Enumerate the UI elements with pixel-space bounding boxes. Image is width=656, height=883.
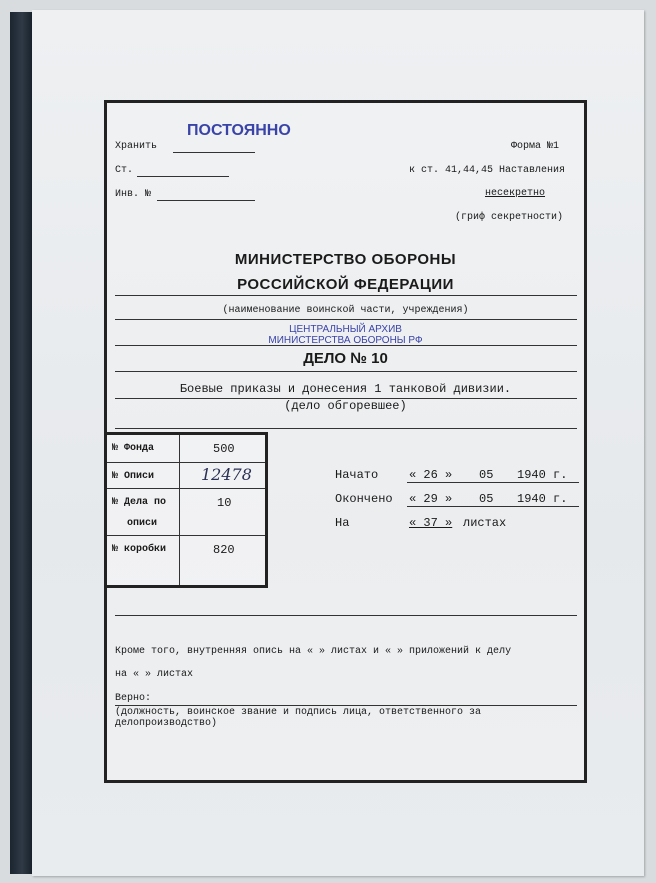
st-reference: к ст. 41,44,45 Наставления bbox=[409, 165, 566, 176]
footer-top-line bbox=[115, 615, 577, 616]
inventory-line-1: Кроме того, внутренняя опись на « » листах и « » приложений к делу bbox=[115, 646, 512, 657]
unit-line bbox=[115, 319, 577, 320]
ministry-line-1: МИНИСТЕРСТВО ОБОРОНЫ bbox=[234, 251, 457, 268]
title-line bbox=[115, 371, 577, 372]
st-underline bbox=[137, 176, 229, 177]
fund-table bbox=[104, 432, 268, 588]
inventory-line-2: на « » листах bbox=[115, 669, 194, 680]
started-day: « 26 » bbox=[409, 468, 453, 482]
ended-label: Окончено bbox=[335, 492, 393, 506]
signature-caption-1: (должность, воинское звание и подпись лица, ответственного за bbox=[115, 707, 482, 718]
signature-caption-2: делопроизводство) bbox=[115, 718, 218, 729]
ended-month: 05 bbox=[479, 492, 494, 506]
box-label: № коробки bbox=[112, 544, 167, 555]
fund-value: 500 bbox=[213, 442, 235, 456]
case-description-2: (дело обгоревшее) bbox=[284, 399, 407, 413]
table-row bbox=[107, 435, 265, 463]
st-label: Ст. bbox=[115, 165, 134, 176]
sheets-suffix: листах bbox=[463, 516, 507, 530]
archive-stamp-line-2: МИНИСТЕРСТВА ОБОРОНЫ РФ bbox=[268, 335, 423, 346]
form-number: Форма №1 bbox=[511, 141, 560, 152]
case-label-1: № Дела по bbox=[112, 497, 167, 508]
binder-spine bbox=[10, 12, 33, 874]
started-year: 1940 г. bbox=[517, 468, 568, 482]
inventory-label: № Описи bbox=[112, 471, 155, 482]
ministry-line-2: РОССИЙСКОЙ ФЕДЕРАЦИИ bbox=[237, 276, 454, 293]
secrecy-value: несекретно bbox=[485, 188, 546, 199]
case-label-2: описи bbox=[127, 518, 158, 529]
description-line-2 bbox=[115, 428, 577, 429]
ended-day: « 29 » bbox=[409, 492, 453, 506]
archive-stamp-line-1: ЦЕНТРАЛЬНЫЙ АРХИВ bbox=[289, 324, 402, 335]
keep-label: Хранить bbox=[115, 141, 158, 152]
started-month: 05 bbox=[479, 468, 494, 482]
secrecy-caption: (гриф секретности) bbox=[455, 212, 564, 223]
ministry-caption: (наименование воинской части, учреждения) bbox=[222, 305, 469, 316]
box-value: 820 bbox=[213, 543, 235, 557]
ended-year: 1940 г. bbox=[517, 492, 568, 506]
inv-label: Инв. № bbox=[115, 189, 152, 200]
case-description-1: Боевые приказы и донесения 1 танковой дивизии. bbox=[179, 382, 512, 396]
verified-line bbox=[115, 705, 577, 706]
table-row bbox=[107, 536, 265, 562]
verified-label: Верно: bbox=[115, 693, 152, 704]
keep-underline bbox=[173, 152, 255, 153]
case-title: ДЕЛО № 10 bbox=[303, 350, 388, 367]
table-row bbox=[107, 463, 265, 489]
started-underline bbox=[407, 482, 579, 483]
case-value: 10 bbox=[217, 496, 232, 510]
sheets-prefix: На bbox=[335, 516, 350, 530]
started-label: Начато bbox=[335, 468, 379, 482]
table-row bbox=[107, 489, 265, 536]
sheets-count: « 37 » bbox=[409, 516, 453, 530]
inv-underline bbox=[157, 200, 255, 201]
ministry-underline bbox=[115, 295, 577, 296]
fund-label: № Фонда bbox=[112, 443, 155, 454]
permanent-stamp: ПОСТОЯННО bbox=[187, 122, 291, 139]
archive-line bbox=[115, 345, 577, 346]
ended-underline bbox=[407, 506, 579, 507]
inventory-value: 12478 bbox=[201, 465, 252, 484]
